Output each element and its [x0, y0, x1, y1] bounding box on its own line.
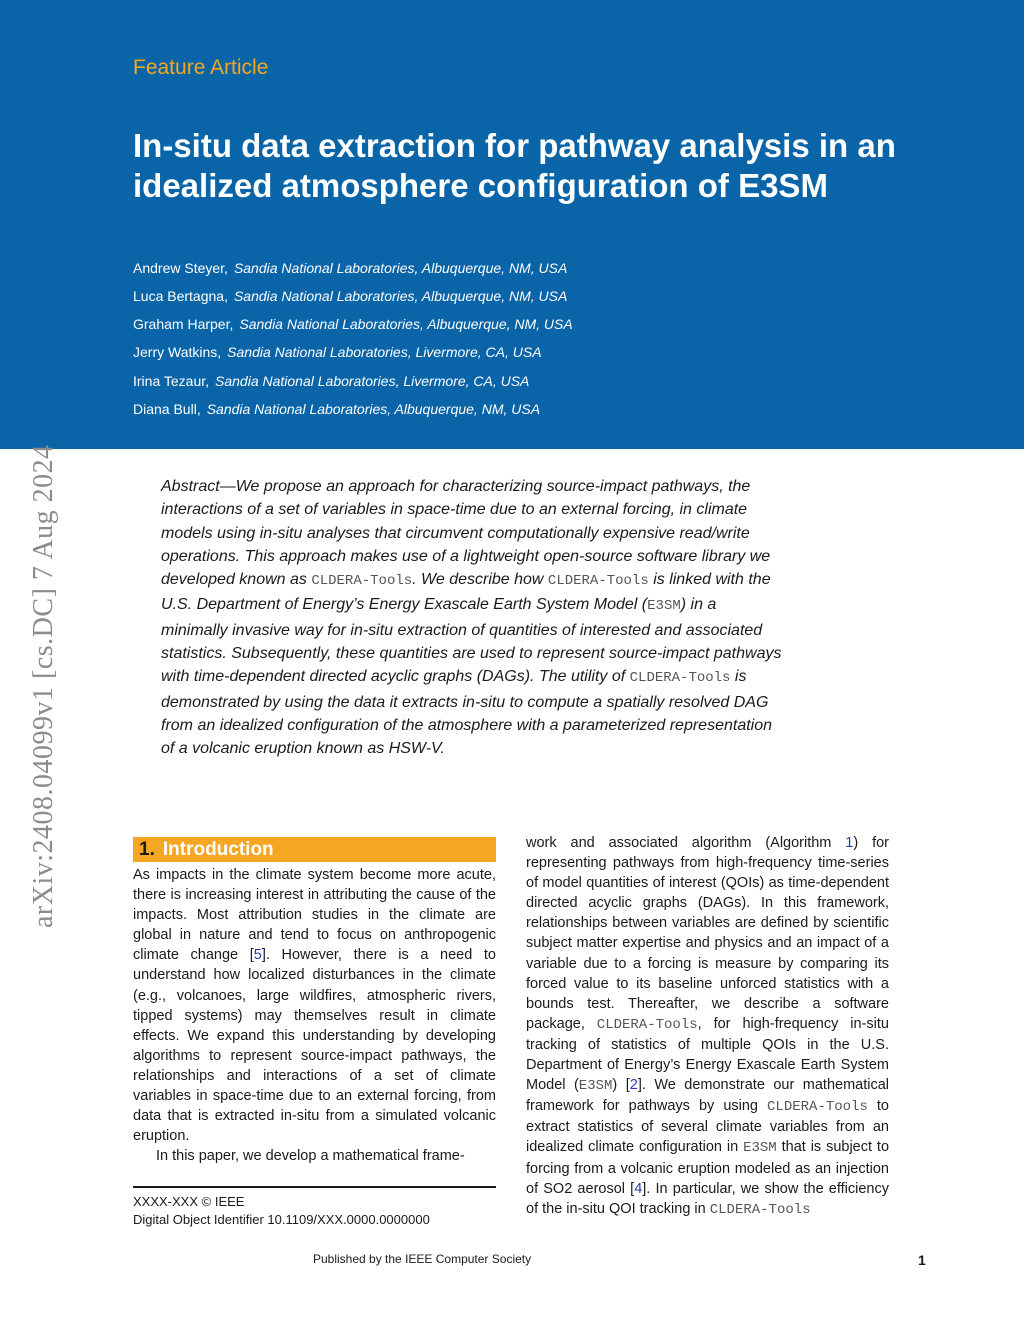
- code-name: E3SM: [743, 1140, 777, 1157]
- code-name: E3SM: [647, 598, 681, 615]
- text: As impacts in the climate system become more acute, there is increasing interest in attributing the cause of the impacts. Most attribution studies in the climate are global in nature and tend to focus on anthropogenic climate change [: [133, 867, 496, 964]
- citation-link[interactable]: 5: [253, 947, 262, 964]
- section-label: Feature Article: [133, 56, 269, 79]
- author-line: [133, 260, 567, 276]
- footnote-divider: [133, 1186, 496, 1188]
- publisher-footer: Published by the IEEE Computer Society: [313, 1252, 532, 1266]
- arxiv-stamp: arXiv:2408.04099v1 [cs.DC] 7 Aug 2024: [28, 444, 59, 928]
- author-line: [133, 344, 542, 360]
- text: work and associated algorithm (Algorithm: [526, 835, 846, 851]
- page-number: 1: [918, 1252, 926, 1268]
- text: ]. We demonstrate our mathematical framework for pathways by using: [526, 1077, 889, 1115]
- code-name: CLDERA-Tools: [709, 1201, 811, 1218]
- author-affiliation: Sandia National Laboratories, Albuquerque, NM, USA: [206, 401, 541, 417]
- text: that is subject to forcing from a volcanic eruption modeled as an injection of SO2 aerosol [: [526, 1139, 890, 1197]
- author-line: [133, 373, 529, 389]
- author-affiliation: Sandia National Laboratories, Albuquerque, NM, USA: [233, 288, 568, 304]
- abstract-text: ) in a minimally invasive way for in-situ extraction of quantities of interested and associated statistics. Subsequently, these quantities are used to represent source-impact pathways with time-dependent directed acyclic graphs (DAGs). The utility of: [161, 596, 782, 686]
- author-line: [133, 401, 540, 417]
- code-name: CLDERA-Tools: [629, 670, 731, 687]
- code-name: CLDERA-Tools: [547, 573, 649, 590]
- author-name: Graham Harper,: [133, 316, 234, 332]
- doi-line: Digital Object Identifier 10.1109/XXX.0000.0000000: [133, 1212, 430, 1227]
- right-column: [526, 833, 889, 1220]
- author-affiliation: Sandia National Laboratories, Livermore, CA, USA: [227, 344, 542, 360]
- copyright-line: XXXX-XXX © IEEE: [133, 1194, 245, 1209]
- code-name: CLDERA-Tools: [596, 1016, 698, 1033]
- section-number: 1.: [139, 839, 155, 860]
- header-banner: [0, 0, 1024, 449]
- author-name: Jerry Watkins,: [133, 344, 222, 360]
- section-title: Introduction: [162, 839, 274, 860]
- paragraph: [133, 865, 496, 1146]
- author-name: Andrew Steyer,: [133, 260, 228, 276]
- text: ) [: [612, 1077, 630, 1094]
- author-line: [133, 316, 573, 332]
- author-name: Luca Bertagna,: [133, 288, 228, 304]
- paper-title: In-situ data extraction for pathway analysis in an idealized atmosphere configuration of E3SM: [133, 127, 896, 204]
- code-name: CLDERA-Tools: [767, 1099, 868, 1116]
- abstract-text: is demonstrated by using the data it extracts in-situ to compute a spatially resolved DAG from an idealized configuration of the atmosphere with a parameterized representation of a volcanic eruption known as HSW-V.: [161, 668, 773, 758]
- text: ) for representing pathways from high-frequency time-series of model quantities of interest (QOIs) as time-dependent directed acyclic graphs (DAGs). In this framework, relationships between variables are defined by scientific subject matter expertise and physics and an impact of a variable due to a forcing is measure by comparing its forced value to its baseline unforced statistics with a bounds test. Thereafter, we describe a software package,: [526, 835, 889, 1032]
- code-name: CLDERA-Tools: [311, 573, 413, 590]
- author-affiliation: Sandia National Laboratories, Albuquerque, NM, USA: [233, 260, 568, 276]
- abstract: [161, 475, 786, 761]
- paragraph: In this paper, we develop a mathematical frame-: [156, 1148, 465, 1165]
- author-affiliation: Sandia National Laboratories, Albuquerque, NM, USA: [239, 316, 573, 332]
- code-name: E3SM: [578, 1078, 613, 1095]
- abstract-text: Abstract—We propose an approach for characterizing source-impact pathways, the interactions of a set of variables in space-time due to an external forcing, in climate models using in-situ analyses that circumvent computationally expensive read/write operations. This approach makes use of a lightweight open-source software library we developed known as: [161, 478, 771, 589]
- abstract-text: is linked with the U.S. Department of Energy’s Energy Exascale Earth System Model (: [161, 571, 771, 614]
- text: to extract statistics of several climate variables from an idealized climate configuration in: [526, 1098, 889, 1156]
- author-line: [133, 288, 567, 304]
- author-name: Diana Bull,: [133, 401, 201, 417]
- citation-link[interactable]: 2: [629, 1077, 638, 1094]
- author-name: Irina Tezaur,: [133, 373, 210, 389]
- algorithm-link[interactable]: 1: [845, 835, 854, 851]
- text: ]. However, there is a need to understand how localized disturbances in the climate (e.g., volcanoes, large wildfires, atmospheric rivers, tipped systems) may themselves result in climate effects. We expand this understanding by developing algorithms to represent source-impact pathways, the relationships and interactions of a set of climate variables in space-time due to an external forcing, from data that is extracted in-situ from a simulated volcanic eruption.: [133, 947, 496, 1145]
- text: , for high-frequency in-situ tracking of statistics of multiple QOIs in the U.S. Department of Energy’s Energy Exascale Earth System Model (: [526, 1015, 889, 1094]
- text: ]. In particular, we show the efficiency of the in-situ QOI tracking in: [526, 1180, 889, 1217]
- section-heading: [133, 837, 496, 862]
- paragraph: [526, 833, 889, 1220]
- left-column: [133, 865, 496, 1166]
- author-affiliation: Sandia National Laboratories, Livermore, CA, USA: [215, 373, 530, 389]
- citation-link[interactable]: 4: [634, 1180, 643, 1197]
- abstract-text: . We describe how: [412, 571, 548, 589]
